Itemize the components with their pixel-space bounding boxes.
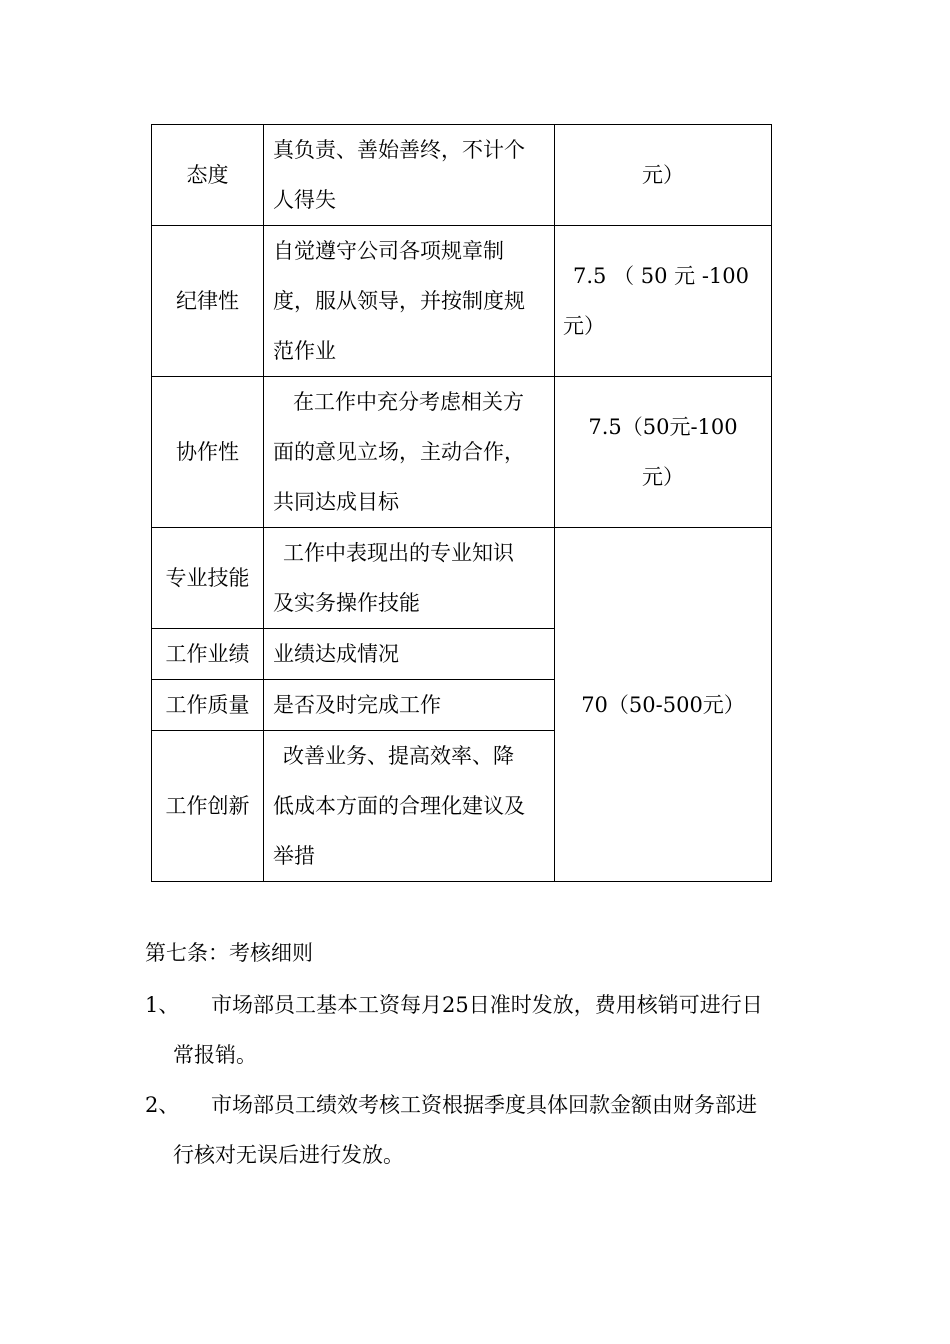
description-line: 在工作中充分考虑相关方 xyxy=(293,390,524,414)
table-row xyxy=(152,226,772,377)
criterion-cell: 工作质量 xyxy=(152,680,264,731)
description-line: 举措 xyxy=(273,844,315,868)
section-title: 第七条：考核细则 xyxy=(145,941,313,965)
amount-line: 元） xyxy=(563,314,605,338)
criterion-cell: 纪律性 xyxy=(152,226,264,377)
amount-cell xyxy=(555,125,772,226)
merged-amount-cell: 70（50-500元） xyxy=(555,528,772,882)
table-row xyxy=(152,125,772,226)
assessment-table xyxy=(151,124,772,882)
amount-line: 元） xyxy=(642,163,684,187)
item-text-line: 市场部员工绩效考核工资根据季度具体回款金额由财务部进 xyxy=(211,1093,757,1117)
table-row xyxy=(152,377,772,528)
criterion-cell: 态度 xyxy=(152,125,264,226)
criterion-cell: 工作创新 xyxy=(152,731,264,882)
description-cell xyxy=(264,528,555,629)
description-line: 范作业 xyxy=(273,339,336,363)
description-line: 自觉遵守公司各项规章制 xyxy=(273,239,504,263)
description-line: 共同达成目标 xyxy=(273,490,399,514)
criterion-cell: 协作性 xyxy=(152,377,264,528)
amount-cell xyxy=(555,377,772,528)
amount-cell xyxy=(555,226,772,377)
description-cell xyxy=(264,226,555,377)
item-number: 2、 xyxy=(145,1093,180,1117)
criterion-cell: 专业技能 xyxy=(152,528,264,629)
table-row xyxy=(152,528,772,629)
item-text-line: 市场部员工基本工资每月25日准时发放，费用核销可进行日 xyxy=(211,993,763,1017)
amount-line: 7.5（50元-100 xyxy=(588,415,738,439)
description-line: 低成本方面的合理化建议及 xyxy=(273,794,525,818)
description-line: 业绩达成情况 xyxy=(273,642,399,666)
item-text-line: 常报销。 xyxy=(173,1043,257,1067)
description-line: 是否及时完成工作 xyxy=(273,693,441,717)
description-cell xyxy=(264,731,555,882)
amount-line: 元） xyxy=(642,465,684,489)
description-line: 真负责、善始善终，不计个 xyxy=(273,138,525,162)
item-number: 1、 xyxy=(145,993,180,1017)
description-cell xyxy=(264,680,555,731)
description-cell xyxy=(264,125,555,226)
description-line: 工作中表现出的专业知识 xyxy=(283,541,514,565)
description-line: 及实务操作技能 xyxy=(273,591,420,615)
criterion-cell: 工作业绩 xyxy=(152,629,264,680)
list-item xyxy=(145,980,815,1080)
description-line: 面的意见立场，主动合作， xyxy=(273,440,525,464)
description-cell xyxy=(264,377,555,528)
description-line: 度，服从领导，并按制度规 xyxy=(273,289,525,313)
description-line: 人得失 xyxy=(273,188,336,212)
list-item xyxy=(145,1080,815,1180)
description-line: 改善业务、提高效率、降 xyxy=(283,744,514,768)
item-text-line: 行核对无误后进行发放。 xyxy=(173,1143,404,1167)
amount-line: 7.5 （ 50 元 -100 xyxy=(573,264,749,288)
description-cell xyxy=(264,629,555,680)
